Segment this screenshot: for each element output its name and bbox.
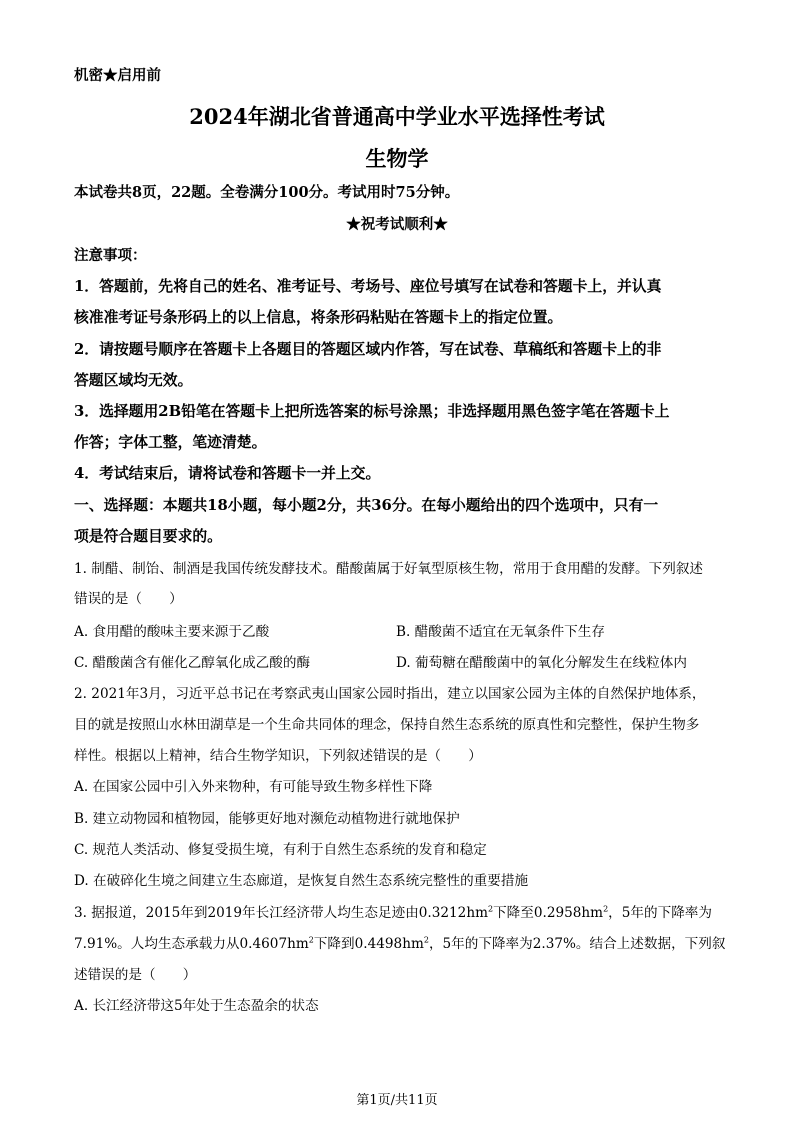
q1-option-b: B. 醋酸菌不适宜在无氧条件下生存 xyxy=(396,624,605,640)
q1-option-c: C. 醋酸菌含有催化乙醇氧化成乙酸的酶 xyxy=(74,655,311,671)
notice-item-3-line-2: 作答；字体工整，笔迹清楚。 xyxy=(74,434,267,451)
q2-option-d: D. 在破碎化生境之间建立生态廊道，是恢复自然生态系统完整性的重要措施 xyxy=(74,873,529,889)
superscript: 2 xyxy=(308,935,314,945)
q3-line1-part-a: 3. 据报道，2015年到2019年长江经济带人均生态足迹由0.3212hm xyxy=(74,905,488,921)
q2-stem-line-1: 2. 2021年3月，习近平总书记在考察武夷山国家公园时指出，建立以国家公园为主体的自然保护地体系， xyxy=(74,686,706,702)
section-heading-line-2: 项是符合题目要求的。 xyxy=(74,528,222,545)
q3-line2-part-a: 7.91%。人均生态承载力从0.4607hm xyxy=(74,936,309,952)
q1-option-d: D. 葡萄糖在醋酸菌中的氧化分解发生在线粒体内 xyxy=(396,655,687,671)
exam-intro: 本试卷共8页，22题。全卷满分100分。考试用时75分钟。 xyxy=(74,184,460,201)
q3-stem-line-2 xyxy=(74,932,725,952)
notice-item-4: 4．考试结束后，请将试卷和答题卡一并上交。 xyxy=(74,465,381,482)
q2-option-b: B. 建立动物园和植物园，能够更好地对濒危动植物进行就地保护 xyxy=(74,811,460,827)
q2-stem-line-2: 目的就是按照山水林田湖草是一个生命共同体的理念，保持自然生态系统的原真性和完整性，保护生物多 xyxy=(74,717,700,733)
q1-option-a: A. 食用醋的酸味主要来源于乙酸 xyxy=(74,624,270,640)
q3-stem-line-1 xyxy=(74,901,712,921)
q3-stem-line-3: 述错误的是（ ） xyxy=(74,967,197,983)
wish-line: ★祝考试顺利★ xyxy=(346,216,448,233)
notice-item-1-line-2: 核准准考证号条形码上的以上信息，将条形码粘贴在答题卡上的指定位置。 xyxy=(74,309,563,326)
notice-item-3-line-1: 3．选择题用2B铅笔在答题卡上把所选答案的标号涂黑；非选择题用黑色签字笔在答题卡上 xyxy=(74,403,670,420)
notice-item-1-line-1: 1．答题前，先将自己的姓名、准考证号、考场号、座位号填写在试卷和答题卡上，并认真 xyxy=(74,278,662,295)
q3-line2-part-b: 下降到0.4498hm xyxy=(313,936,424,952)
notice-title: 注意事项： xyxy=(74,247,147,264)
exam-title: 2024年湖北省普通高中学业水平选择性考试 xyxy=(189,104,605,129)
superscript: 2 xyxy=(603,904,609,914)
q3-line2-part-c: ，5年的下降率为2.37%。结合上述数据，下列叙 xyxy=(428,936,726,952)
subject-title: 生物学 xyxy=(365,146,429,171)
q3-line1-part-b: 下降至0.2958hm xyxy=(493,905,604,921)
section-heading-line-1: 一、选择题：本题共18小题，每小题2分，共36分。在每小题给出的四个选项中，只有一 xyxy=(74,497,659,514)
q3-line1-part-c: ，5年的下降率为 xyxy=(608,905,712,921)
superscript: 2 xyxy=(487,904,494,914)
notice-item-2-line-2: 答题区域均无效。 xyxy=(74,372,193,389)
q2-option-a: A. 在国家公园中引入外来物种，有可能导致生物多样性下降 xyxy=(74,779,433,795)
q2-option-c: C. 规范人类活动、修复受损生境，有利于自然生态系统的发育和稳定 xyxy=(74,842,487,858)
q1-stem-line-2: 错误的是（ ） xyxy=(74,591,183,607)
q3-option-a: A. 长江经济带这5年处于生态盈余的状态 xyxy=(74,998,319,1014)
notice-item-2-line-1: 2．请按题号顺序在答题卡上各题目的答题区域内作答，写在试卷、草稿纸和答题卡上的非 xyxy=(74,341,662,358)
q1-stem-line-1: 1. 制醋、制饴、制酒是我国传统发酵技术。醋酸菌属于好氧型原核生物，常用于食用醋的发酵。下列叙述 xyxy=(74,561,704,577)
q2-stem-line-3: 样性。根据以上精神，结合生物学知识，下列叙述错误的是（ ） xyxy=(74,748,482,764)
confidential-label: 机密★启用前 xyxy=(74,67,161,84)
page-number: 第1页/共11页 xyxy=(356,1093,438,1108)
superscript: 2 xyxy=(423,935,429,945)
